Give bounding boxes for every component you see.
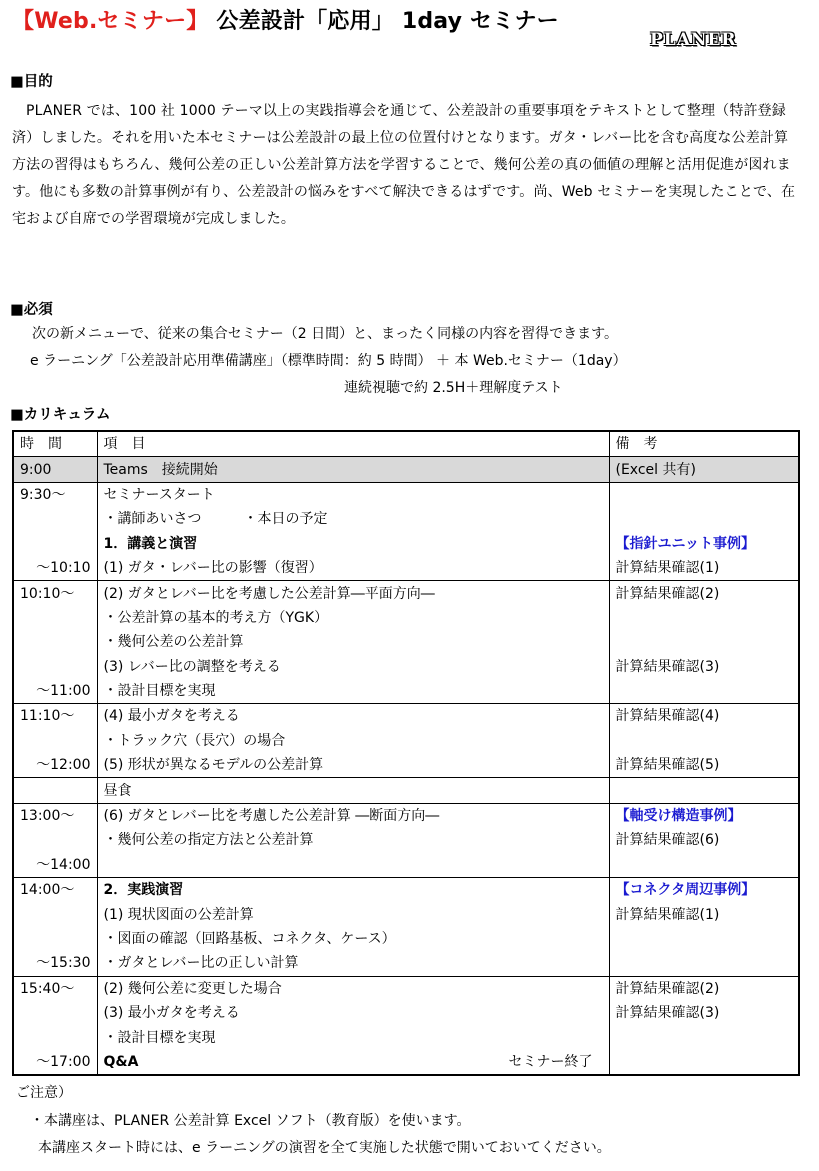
table-header-row bbox=[13, 431, 799, 457]
row-time bbox=[13, 927, 97, 951]
row-item: (3) レバー比の調整を考える bbox=[97, 655, 609, 679]
section-required: ■必須 bbox=[10, 302, 53, 318]
row-time: 13:00～ bbox=[13, 803, 97, 828]
row-item: (5) 形状が異なるモデルの公差計算 bbox=[97, 753, 609, 778]
row-note bbox=[609, 1025, 799, 1049]
row-note: 計算結果確認(3) bbox=[609, 655, 799, 679]
table-row bbox=[13, 878, 799, 903]
table-row bbox=[13, 606, 799, 630]
header-note: 備 考 bbox=[609, 431, 799, 457]
table-row bbox=[13, 1001, 799, 1025]
table-row bbox=[13, 976, 799, 1001]
row-item: (4) 最小ガタを考える bbox=[97, 704, 609, 729]
purpose-paragraph bbox=[12, 98, 802, 233]
table-row bbox=[13, 507, 799, 531]
row-time: ～12:00 bbox=[13, 753, 97, 778]
row-time bbox=[13, 902, 97, 926]
row-item: ・設計目標を実現 bbox=[97, 679, 609, 704]
row-item: (1) ガタ・レバー比の影響（復習） bbox=[97, 556, 609, 581]
table-row bbox=[13, 581, 799, 606]
notes-line-1: ・本講座は、PLANER 公差計算 Excel ソフト（教育版）を使います。 bbox=[30, 1113, 471, 1129]
row-note bbox=[609, 482, 799, 507]
table-row bbox=[13, 927, 799, 951]
row-note: 計算結果確認(5) bbox=[609, 753, 799, 778]
row-time: 9:00 bbox=[13, 457, 97, 482]
table-row bbox=[13, 556, 799, 581]
row-note bbox=[609, 507, 799, 531]
row-item: Teams 接続開始 bbox=[97, 457, 609, 482]
row-item: (2) 幾何公差に変更した場合 bbox=[97, 976, 609, 1001]
row-time bbox=[13, 729, 97, 753]
table-row bbox=[13, 679, 799, 704]
row-note: 計算結果確認(1) bbox=[609, 902, 799, 926]
row-item: ・幾何公差の公差計算 bbox=[97, 630, 609, 654]
row-time bbox=[13, 655, 97, 679]
seminar-end-label: セミナー終了 bbox=[508, 1053, 593, 1070]
row-note: 計算結果確認(1) bbox=[609, 556, 799, 581]
row-item bbox=[97, 1050, 609, 1075]
title-prefix: 【Web.セミナー】 bbox=[12, 9, 209, 34]
row-time bbox=[13, 1001, 97, 1025]
table-row bbox=[13, 778, 799, 803]
table-row bbox=[13, 902, 799, 926]
table-row bbox=[13, 704, 799, 729]
section-curriculum: ■カリキュラム bbox=[10, 407, 111, 423]
table-row bbox=[13, 753, 799, 778]
row-time bbox=[13, 606, 97, 630]
row-time: ～10:10 bbox=[13, 556, 97, 581]
table-row bbox=[13, 457, 799, 482]
header-time: 時 間 bbox=[13, 431, 97, 457]
row-item: ・講師あいさつ ・本日の予定 bbox=[97, 507, 609, 531]
row-note: 【指針ユニット事例】 bbox=[609, 532, 799, 556]
row-note bbox=[609, 630, 799, 654]
row-note: (Excel 共有) bbox=[609, 457, 799, 482]
row-note bbox=[609, 729, 799, 753]
table-row bbox=[13, 1025, 799, 1049]
curriculum-table bbox=[12, 430, 800, 1076]
row-note bbox=[609, 606, 799, 630]
row-time: 9:30～ bbox=[13, 482, 97, 507]
row-time: 11:10～ bbox=[13, 704, 97, 729]
row-time: 14:00～ bbox=[13, 878, 97, 903]
table-row bbox=[13, 729, 799, 753]
purpose-text: PLANER では、100 社 1000 テーマ以上の実践指導会を通じて、公差設計の重要事項をテキストとして整理（特許登録済）しました。それを用いた本セミナーは公差設計の最上位の位置付けとなります。ガタ・レバー比を含む高度な公差計算方法の習得はもちろん、幾何公差の正しい公差計算方法を学習することで、幾何公差の真の価値の理解と活用促進が図れます。他にも多数の計算事例が有り、公差設計の悩みをすべて解決できるはずです。尚、Web セミナーを実現したことで、在宅および自席での学習環境が完成しました。 bbox=[12, 103, 796, 227]
row-note: 計算結果確認(2) bbox=[609, 581, 799, 606]
planer-logo: PLANER bbox=[650, 30, 737, 50]
row-note: 【コネクタ周辺事例】 bbox=[609, 878, 799, 903]
row-item: 1．講義と演習 bbox=[97, 532, 609, 556]
row-time: ～17:00 bbox=[13, 1050, 97, 1075]
row-note bbox=[609, 679, 799, 704]
row-time: ～11:00 bbox=[13, 679, 97, 704]
row-note bbox=[609, 951, 799, 976]
row-note: 計算結果確認(4) bbox=[609, 704, 799, 729]
row-time bbox=[13, 532, 97, 556]
row-note bbox=[609, 778, 799, 803]
section-purpose: ■目的 bbox=[10, 74, 53, 90]
row-note bbox=[609, 853, 799, 878]
row-item: (1) 現状図面の公差計算 bbox=[97, 902, 609, 926]
table-row bbox=[13, 803, 799, 828]
row-time bbox=[13, 507, 97, 531]
table-row bbox=[13, 1050, 799, 1075]
row-time bbox=[13, 828, 97, 852]
row-item: (6) ガタとレバー比を考慮した公差計算 ―断面方向― bbox=[97, 803, 609, 828]
row-time bbox=[13, 778, 97, 803]
row-note: 計算結果確認(6) bbox=[609, 828, 799, 852]
table-row bbox=[13, 828, 799, 852]
table-row bbox=[13, 482, 799, 507]
header-item: 項 目 bbox=[97, 431, 609, 457]
row-item: ・設計目標を実現 bbox=[97, 1025, 609, 1049]
table-row bbox=[13, 655, 799, 679]
row-item: 2．実践演習 bbox=[97, 878, 609, 903]
row-item: ・幾何公差の指定方法と公差計算 bbox=[97, 828, 609, 852]
table-row bbox=[13, 853, 799, 878]
row-note: 計算結果確認(2) bbox=[609, 976, 799, 1001]
row-item: ・トラック穴（長穴）の場合 bbox=[97, 729, 609, 753]
table-row bbox=[13, 532, 799, 556]
row-time bbox=[13, 1025, 97, 1049]
row-note: 【軸受け構造事例】 bbox=[609, 803, 799, 828]
row-time: 10:10～ bbox=[13, 581, 97, 606]
table-row bbox=[13, 630, 799, 654]
row-time: ～14:00 bbox=[13, 853, 97, 878]
row-time: 15:40～ bbox=[13, 976, 97, 1001]
notes-heading: ご注意） bbox=[16, 1085, 72, 1101]
row-item bbox=[97, 853, 609, 878]
row-note bbox=[609, 927, 799, 951]
required-line-1: 次の新メニューで、従来の集合セミナー（2 日間）と、まったく同様の内容を習得できます。 bbox=[32, 326, 618, 342]
page-title bbox=[12, 4, 559, 35]
row-item: ・公差計算の基本的考え方（YGK） bbox=[97, 606, 609, 630]
qa-label: Q&A bbox=[103, 1053, 139, 1070]
row-item: 昼食 bbox=[97, 778, 609, 803]
row-note: 計算結果確認(3) bbox=[609, 1001, 799, 1025]
row-item: ・ガタとレバー比の正しい計算 bbox=[97, 951, 609, 976]
row-item: (2) ガタとレバー比を考慮した公差計算―平面方向― bbox=[97, 581, 609, 606]
row-time: ～15:30 bbox=[13, 951, 97, 976]
notes-line-2: 本講座スタート時には、e ラーニングの演習を全て実施した状態で開いておいてください。 bbox=[38, 1140, 611, 1156]
row-item: セミナースタート bbox=[97, 482, 609, 507]
row-note bbox=[609, 1050, 799, 1075]
row-item: (3) 最小ガタを考える bbox=[97, 1001, 609, 1025]
row-time bbox=[13, 630, 97, 654]
required-line-2: e ラーニング「公差設計応用準備講座」（標準時間：約 5 時間） ＋ 本 Web.セミナー（1day） bbox=[30, 353, 627, 369]
row-item: ・図面の確認（回路基板、コネクタ、ケース） bbox=[97, 927, 609, 951]
required-line-3: 連続視聴で約 2.5H＋理解度テスト bbox=[344, 380, 563, 396]
title-main: 公差設計「応用」 1day セミナー bbox=[208, 9, 559, 34]
table-row bbox=[13, 951, 799, 976]
